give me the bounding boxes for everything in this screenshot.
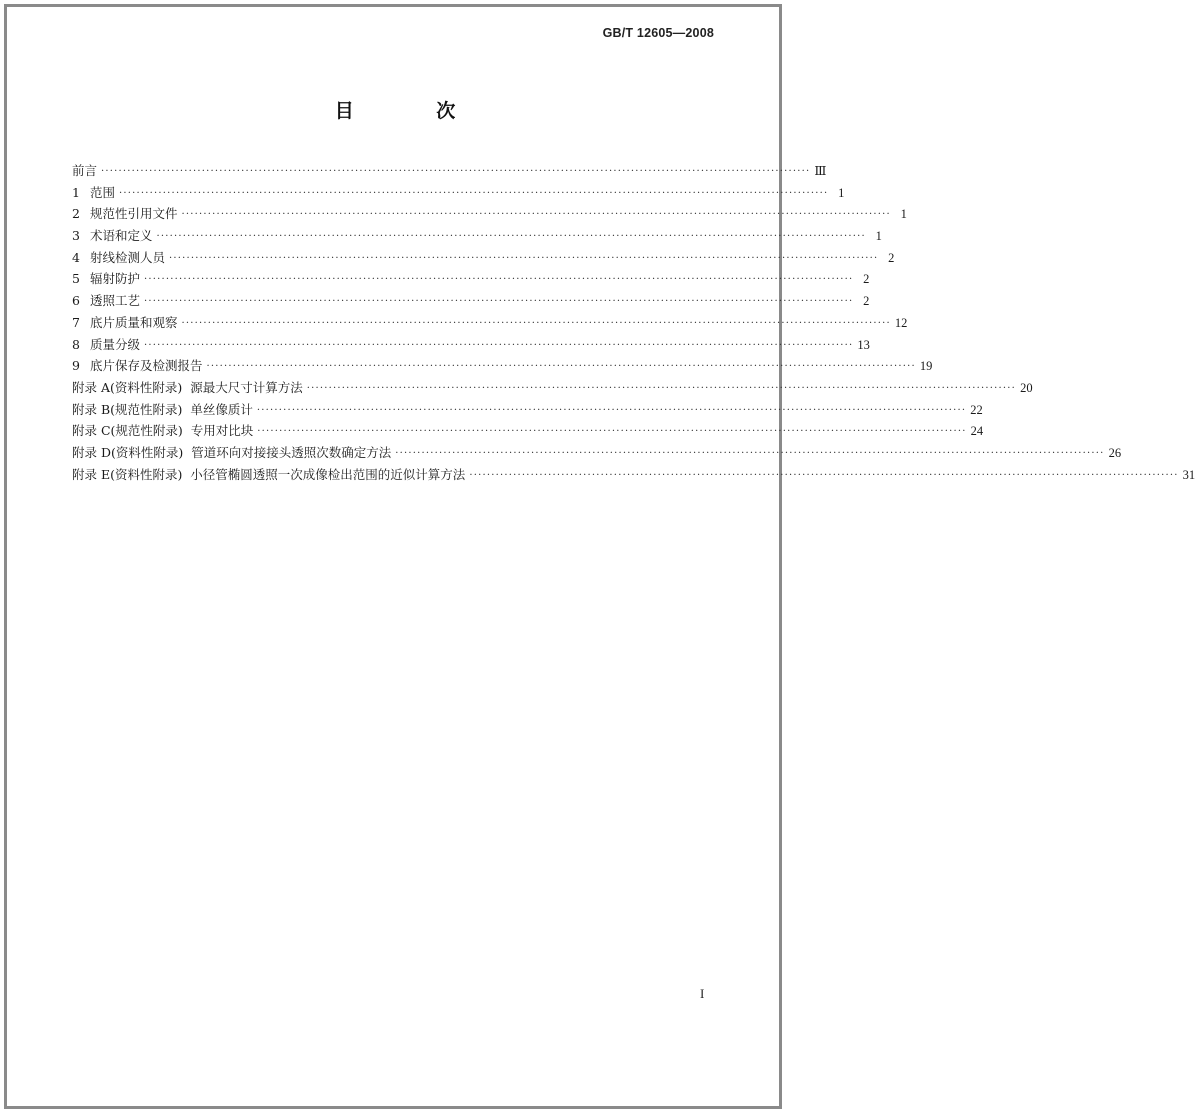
page-title: 目 次 (334, 100, 494, 122)
toc-entry-text: 底片保存及检测报告 (90, 358, 203, 374)
toc-entry-page: 1 (875, 229, 882, 244)
toc-entry-text: 范围 (90, 184, 116, 200)
toc-entry-page: 31 (1182, 467, 1195, 482)
toc-entry-9[interactable] (72, 355, 933, 377)
toc-leader-dots: ·································································································································································· (144, 339, 854, 351)
toc-entry-number: 3 (72, 228, 80, 244)
toc-entry-page: 24 (970, 424, 984, 439)
toc-entry-text: 附录 B(规范性附录) 单丝像质计 (72, 401, 253, 417)
toc-entry-number: 6 (72, 293, 80, 309)
toc-entry-text: 附录 E(资料性附录) 小径管椭圆透照一次成像检出范围的近似计算方法 (72, 466, 466, 482)
toc-entry-text: 附录 D(资料性附录) 管道环向对接接头透照次数确定方法 (72, 444, 392, 460)
toc-entry-page: 2 (863, 294, 870, 309)
toc-entry-number: 7 (72, 314, 80, 330)
toc-entry-page: 19 (919, 359, 933, 374)
toc-entry-annex-b[interactable] (72, 399, 983, 421)
toc-entry-text: 术语和定义 (90, 228, 153, 244)
toc-entry-number: 5 (72, 271, 80, 287)
toc-entry-page: 2 (888, 250, 895, 265)
toc-entry-page: 20 (1020, 380, 1033, 395)
toc-entry-8[interactable] (72, 334, 870, 356)
toc-leader-dots: ·································································································································································· (144, 296, 854, 308)
toc-entry-page: 22 (970, 402, 983, 417)
toc-entry-page: 13 (857, 337, 870, 352)
toc-entry-page: 1 (838, 185, 845, 200)
toc-entry-annex-e[interactable] (72, 464, 1195, 486)
toc-entry-text: 前言 (72, 163, 98, 178)
toc-entry-annex-a[interactable] (72, 377, 1033, 399)
toc-entry-6[interactable] (72, 290, 870, 312)
toc-entry-text: 附录 C(规范性附录) 专用对比块 (72, 423, 254, 439)
toc-entry-text: 辐射防护 (90, 271, 141, 287)
toc-entry-page: 26 (1108, 445, 1122, 460)
toc-leader-dots: ·································································································································································· (101, 166, 811, 177)
toc-entry-number: 9 (72, 358, 80, 374)
toc-entry-annex-c[interactable] (72, 420, 984, 442)
toc-entry-3[interactable] (72, 225, 882, 247)
toc-leader-dots: ·································································································································································· (181, 317, 891, 329)
toc-entry-annex-d[interactable] (72, 442, 1122, 464)
toc-entry-4[interactable] (72, 247, 895, 269)
toc-entry-text: 射线检测人员 (90, 249, 166, 265)
toc-entry-page: 1 (900, 207, 907, 222)
toc-leader-dots: ·································································································································································· (206, 361, 916, 373)
toc-leader-dots: ·································································································································································· (469, 469, 1179, 481)
toc-entry-number: 8 (72, 336, 80, 352)
toc-leader-dots: ·································································································································································· (256, 404, 967, 416)
toc-leader-dots: ·································································································································································· (395, 447, 1105, 459)
toc-entry-text: 透照工艺 (90, 293, 141, 309)
toc-leader-dots: ·································································································································································· (257, 426, 967, 438)
toc-entry-page: 2 (863, 272, 870, 287)
toc-leader-dots: ·································································································································································· (181, 209, 891, 221)
page-number: I (700, 986, 705, 1001)
toc-leader-dots: ·································································································································································· (156, 231, 866, 243)
toc-entry-number: 4 (72, 249, 80, 265)
toc-entry-text: 底片质量和观察 (90, 314, 178, 330)
toc-entry-2[interactable] (72, 203, 907, 225)
toc-entry-number: 1 (72, 184, 80, 200)
toc-entry-1[interactable] (72, 182, 845, 204)
toc-entry-7[interactable] (72, 312, 908, 334)
toc-entry-text: 质量分级 (90, 336, 141, 352)
toc-leader-dots: ·································································································································································· (306, 382, 1017, 394)
toc-entry-text: 规范性引用文件 (90, 206, 178, 222)
toc-entry-text: 附录 A(资料性附录) 源最大尺寸计算方法 (72, 379, 303, 395)
standard-code: GB/T 12605—2008 (602, 26, 714, 40)
toc-entry-page: Ⅲ (814, 164, 827, 178)
toc-entry-5[interactable] (72, 268, 870, 290)
table-of-contents (72, 160, 1195, 485)
toc-leader-dots: ·································································································································································· (119, 187, 829, 199)
toc-entry-foreword[interactable] (72, 160, 827, 182)
toc-leader-dots: ·································································································································································· (169, 252, 879, 264)
toc-entry-number: 2 (72, 206, 80, 222)
toc-leader-dots: ·································································································································································· (144, 274, 854, 286)
toc-entry-page: 12 (894, 315, 908, 330)
